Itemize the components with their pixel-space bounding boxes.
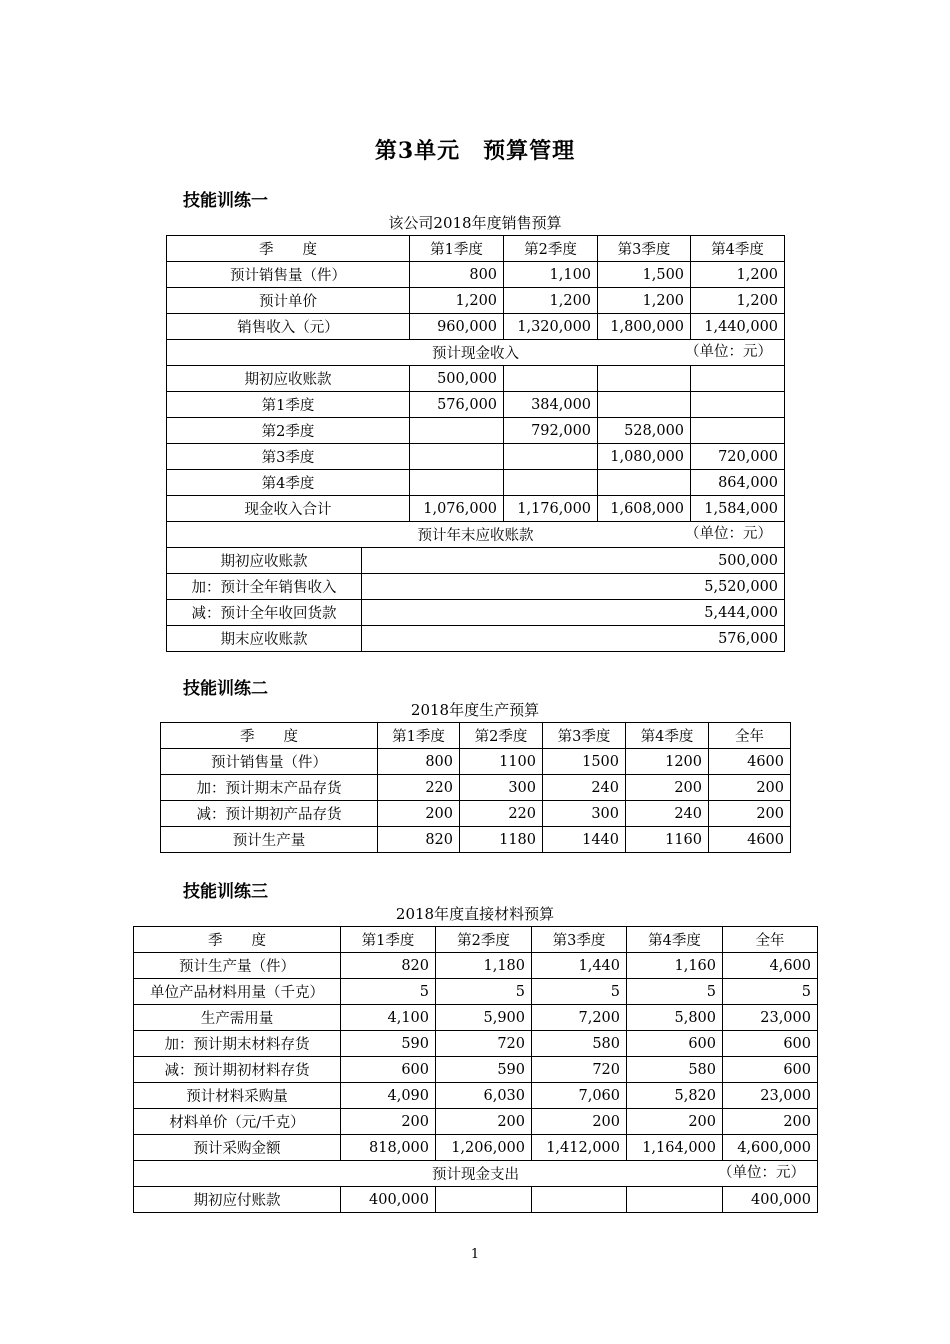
table-cell: 1,080,000 <box>598 444 691 470</box>
table-cell <box>691 392 785 418</box>
header-cell: 季 度 <box>134 927 341 953</box>
sub-header-row <box>134 1161 818 1187</box>
row-label: 第2季度 <box>167 418 410 444</box>
header-cell: 第1季度 <box>410 236 504 262</box>
table-cell: 4,100 <box>341 1005 436 1031</box>
unit-label: （单位：元） <box>685 526 773 542</box>
table-cell: 5 <box>341 979 436 1005</box>
table-cell: 1,200 <box>598 288 691 314</box>
table-cell: 1,440,000 <box>691 314 785 340</box>
material-budget-table <box>133 926 818 1213</box>
table-cell: 1,200 <box>691 262 785 288</box>
table-cell: 500,000 <box>362 548 785 574</box>
table-cell: 300 <box>543 801 626 827</box>
table-cell <box>410 470 504 496</box>
table-cell: 220 <box>460 801 543 827</box>
row-label: 减：预计全年收回货款 <box>167 600 362 626</box>
row-label: 预计材料采购量 <box>134 1083 341 1109</box>
table-cell: 580 <box>627 1057 723 1083</box>
row-label: 生产需用量 <box>134 1005 341 1031</box>
table-cell: 1440 <box>543 827 626 853</box>
table-cell: 5 <box>436 979 532 1005</box>
table-cell: 200 <box>723 1109 818 1135</box>
table-row <box>161 775 791 801</box>
header-cell: 第2季度 <box>436 927 532 953</box>
table-row <box>167 548 785 574</box>
table-cell: 1,176,000 <box>504 496 598 522</box>
row-label: 加：预计期末材料存货 <box>134 1031 341 1057</box>
table-cell: 528,000 <box>598 418 691 444</box>
table-cell: 1,200 <box>410 288 504 314</box>
row-label: 材料单价（元/千克） <box>134 1109 341 1135</box>
table-row <box>167 366 785 392</box>
header-cell: 第3季度 <box>543 723 626 749</box>
table-row <box>134 1083 818 1109</box>
header-cell: 第2季度 <box>504 236 598 262</box>
header-cell: 第4季度 <box>626 723 709 749</box>
table-cell: 200 <box>627 1109 723 1135</box>
header-cell: 全年 <box>709 723 791 749</box>
row-label: 第1季度 <box>167 392 410 418</box>
table-cell: 5,800 <box>627 1005 723 1031</box>
table-row <box>167 314 785 340</box>
table-cell: 240 <box>626 801 709 827</box>
table-cell: 1,100 <box>504 262 598 288</box>
header-row <box>161 723 791 749</box>
table-cell <box>598 366 691 392</box>
row-label: 期初应收账款 <box>167 366 410 392</box>
table-cell: 580 <box>532 1031 627 1057</box>
table-cell <box>598 470 691 496</box>
table-cell: 590 <box>436 1057 532 1083</box>
table-cell: 864,000 <box>691 470 785 496</box>
table-row <box>167 288 785 314</box>
table-cell: 384,000 <box>504 392 598 418</box>
table-cell: 600 <box>723 1057 818 1083</box>
table-cell <box>691 418 785 444</box>
unit-label: （单位：元） <box>718 1165 805 1181</box>
table-row <box>167 418 785 444</box>
table-cell: 200 <box>532 1109 627 1135</box>
table-cell: 4600 <box>709 827 791 853</box>
table-cell: 1,200 <box>504 288 598 314</box>
table-row <box>167 574 785 600</box>
table-cell: 1,200 <box>691 288 785 314</box>
table-cell: 1,584,000 <box>691 496 785 522</box>
row-label: 预计销售量（件） <box>161 749 378 775</box>
row-label: 单位产品材料用量（千克） <box>134 979 341 1005</box>
table-cell: 600 <box>341 1057 436 1083</box>
page-title: 第3单元 预算管理 <box>374 138 576 164</box>
table-cell: 7,200 <box>532 1005 627 1031</box>
table-row <box>167 626 785 652</box>
header-row <box>134 927 818 953</box>
sub-header-title: 预计现金收入 <box>432 346 520 362</box>
table-cell: 4,600 <box>723 953 818 979</box>
sales-budget-table <box>166 235 785 652</box>
header-cell: 第1季度 <box>341 927 436 953</box>
table-cell: 5,900 <box>436 1005 532 1031</box>
unit-label: （单位：元） <box>685 344 773 360</box>
table-cell: 720,000 <box>691 444 785 470</box>
row-label: 加：预计全年销售收入 <box>167 574 362 600</box>
table-cell: 200 <box>436 1109 532 1135</box>
table-cell: 5 <box>627 979 723 1005</box>
table-cell: 960,000 <box>410 314 504 340</box>
table-cell: 600 <box>627 1031 723 1057</box>
row-label: 加：预计期末产品存货 <box>161 775 378 801</box>
row-label: 预计生产量 <box>161 827 378 853</box>
production-budget-table <box>160 722 791 853</box>
table-cell: 240 <box>543 775 626 801</box>
sub-header-cell <box>167 340 785 366</box>
row-label: 减：预计期初材料存货 <box>134 1057 341 1083</box>
table-cell <box>691 366 785 392</box>
table-cell: 200 <box>709 775 791 801</box>
table-cell: 300 <box>460 775 543 801</box>
table-cell: 5 <box>723 979 818 1005</box>
table-cell <box>627 1187 723 1213</box>
header-cell: 季 度 <box>167 236 410 262</box>
table-row <box>167 470 785 496</box>
table-row <box>134 953 818 979</box>
table-cell: 1500 <box>543 749 626 775</box>
row-label: 销售收入（元） <box>167 314 410 340</box>
section-heading-3: 技能训练三 <box>183 882 268 902</box>
table-cell: 400,000 <box>723 1187 818 1213</box>
table-row <box>167 262 785 288</box>
table-row <box>167 600 785 626</box>
table-cell: 4,600,000 <box>723 1135 818 1161</box>
table-cell: 5,820 <box>627 1083 723 1109</box>
table-cell: 200 <box>626 775 709 801</box>
sub-header-row <box>167 340 785 366</box>
row-label: 第3季度 <box>167 444 410 470</box>
table-cell: 1,320,000 <box>504 314 598 340</box>
row-label: 预计采购金额 <box>134 1135 341 1161</box>
table-cell: 1200 <box>626 749 709 775</box>
table-cell: 200 <box>709 801 791 827</box>
table-cell: 576,000 <box>362 626 785 652</box>
table-cell: 1100 <box>460 749 543 775</box>
table-cell: 5 <box>532 979 627 1005</box>
table-cell: 4,090 <box>341 1083 436 1109</box>
row-label: 预计销售量（件） <box>167 262 410 288</box>
table-cell: 818,000 <box>341 1135 436 1161</box>
table-row <box>134 1109 818 1135</box>
table-cell: 220 <box>378 775 460 801</box>
table-cell: 820 <box>341 953 436 979</box>
table-cell: 590 <box>341 1031 436 1057</box>
table-row <box>167 392 785 418</box>
table-cell: 576,000 <box>410 392 504 418</box>
table-caption-2: 2018年度生产预算 <box>410 701 540 719</box>
table-cell: 1,608,000 <box>598 496 691 522</box>
table-cell: 5,444,000 <box>362 600 785 626</box>
table-cell <box>504 366 598 392</box>
table-row <box>134 1135 818 1161</box>
header-cell: 第4季度 <box>691 236 785 262</box>
table-row <box>134 1031 818 1057</box>
table-row <box>161 827 791 853</box>
table-cell <box>410 444 504 470</box>
header-cell: 季 度 <box>161 723 378 749</box>
table-cell: 600 <box>723 1031 818 1057</box>
table-cell: 1,164,000 <box>627 1135 723 1161</box>
table-cell <box>532 1187 627 1213</box>
table-row <box>134 979 818 1005</box>
table-cell <box>436 1187 532 1213</box>
sub-header-title: 预计年末应收账款 <box>417 528 534 544</box>
table-row <box>134 1187 818 1213</box>
table-row <box>134 1005 818 1031</box>
table-cell: 5,520,000 <box>362 574 785 600</box>
page-number: 1 <box>470 1247 480 1262</box>
table-cell: 1,440 <box>532 953 627 979</box>
table-cell: 23,000 <box>723 1005 818 1031</box>
row-label: 预计单价 <box>167 288 410 314</box>
table-cell <box>504 444 598 470</box>
table-row <box>134 1057 818 1083</box>
header-row <box>167 236 785 262</box>
row-label: 减：预计期初产品存货 <box>161 801 378 827</box>
row-label: 期初应付账款 <box>134 1187 341 1213</box>
row-label: 预计生产量（件） <box>134 953 341 979</box>
section-heading-2: 技能训练二 <box>183 679 268 699</box>
row-label: 期末应收账款 <box>167 626 362 652</box>
table-caption-1: 该公司2018年度销售预算 <box>388 214 562 232</box>
table-cell: 720 <box>532 1057 627 1083</box>
table-cell: 820 <box>378 827 460 853</box>
table-row <box>161 749 791 775</box>
table-cell: 1,076,000 <box>410 496 504 522</box>
row-label: 期初应收账款 <box>167 548 362 574</box>
sub-header-cell <box>134 1161 818 1187</box>
header-cell: 第1季度 <box>378 723 460 749</box>
sub-header-row <box>167 522 785 548</box>
table-cell: 400,000 <box>341 1187 436 1213</box>
table-cell: 800 <box>410 262 504 288</box>
table-cell: 1180 <box>460 827 543 853</box>
table-cell: 1,412,000 <box>532 1135 627 1161</box>
table-cell: 720 <box>436 1031 532 1057</box>
table-cell <box>598 392 691 418</box>
sub-header-cell <box>167 522 785 548</box>
table-cell: 792,000 <box>504 418 598 444</box>
table-cell <box>410 418 504 444</box>
table-row <box>161 801 791 827</box>
table-cell: 200 <box>378 801 460 827</box>
table-cell: 1,160 <box>627 953 723 979</box>
table-cell: 1,800,000 <box>598 314 691 340</box>
table-cell: 200 <box>341 1109 436 1135</box>
table-cell: 23,000 <box>723 1083 818 1109</box>
table-cell: 1,206,000 <box>436 1135 532 1161</box>
table-row <box>167 496 785 522</box>
section-heading-1: 技能训练一 <box>183 191 268 211</box>
table-cell: 1,500 <box>598 262 691 288</box>
table-cell: 7,060 <box>532 1083 627 1109</box>
table-cell: 1,180 <box>436 953 532 979</box>
row-label: 现金收入合计 <box>167 496 410 522</box>
table-cell: 1160 <box>626 827 709 853</box>
table-row <box>167 444 785 470</box>
table-cell: 4600 <box>709 749 791 775</box>
header-cell: 第3季度 <box>598 236 691 262</box>
header-cell: 全年 <box>723 927 818 953</box>
row-label: 第4季度 <box>167 470 410 496</box>
table-cell: 800 <box>378 749 460 775</box>
header-cell: 第3季度 <box>532 927 627 953</box>
table-cell: 500,000 <box>410 366 504 392</box>
table-cell <box>504 470 598 496</box>
sub-header-title: 预计现金支出 <box>432 1167 519 1183</box>
header-cell: 第2季度 <box>460 723 543 749</box>
header-cell: 第4季度 <box>627 927 723 953</box>
table-caption-3: 2018年度直接材料预算 <box>395 905 555 923</box>
table-cell: 6,030 <box>436 1083 532 1109</box>
